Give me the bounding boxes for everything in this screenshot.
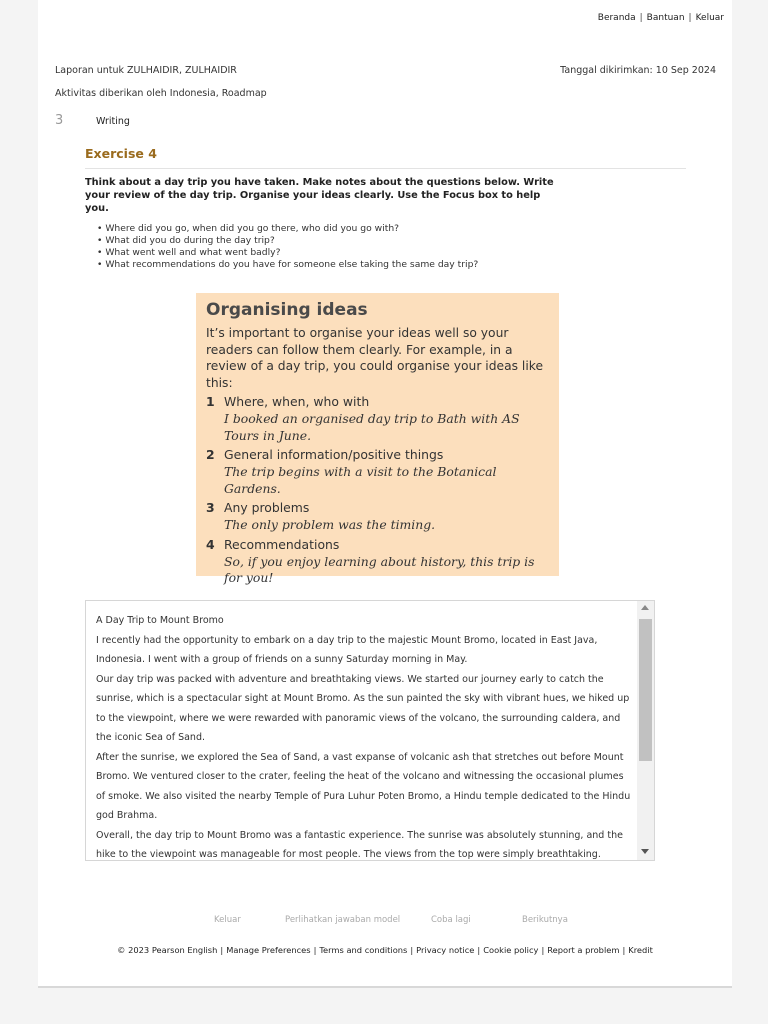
item-title: Writing [96, 116, 130, 127]
focus-item-example: I booked an organised day trip to Bath with AS Tours in June. [224, 411, 520, 443]
report-for-label: Laporan untuk ZULHAIDIR, ZULHAIDIR [55, 65, 237, 76]
focus-item-example: The only problem was the timing. [224, 517, 436, 532]
scroll-up-icon[interactable] [641, 605, 649, 610]
scrollbar-thumb[interactable] [639, 619, 652, 761]
focus-item [206, 394, 549, 444]
activity-label: Aktivitas diberikan oleh Indonesia, Roadmap [55, 88, 267, 99]
logout-link[interactable]: Keluar [695, 13, 724, 23]
focus-item-heading: General information/positive things [224, 447, 444, 462]
privacy-link[interactable]: Privacy notice [416, 945, 475, 955]
cookie-policy-link[interactable]: Cookie policy [483, 945, 539, 955]
answer-paragraph: After the sunrise, we explored the Sea of Sand, a vast expanse of volcanic ash that stretches out before Mount Bromo. We ventured closer to the crater, feeling the heat of the volcano and witnessing the occasional plumes of smoke. We also visited the nearby Temple of Pura Luhur Poten Bromo, a Hindu temple dedicated to the Hindu god Brahma. [96, 751, 631, 821]
separator: | [639, 13, 643, 23]
answer-paragraph: Overall, the day trip to Mount Bromo was a fantastic experience. The sunrise was absolutely stunning, and the hike to the viewpoint was manageable for most people. The views from the top were simply breathtaking. [96, 829, 623, 860]
separator: | [477, 945, 481, 955]
show-model-answer-button[interactable]: Perlihatkan jawaban model [285, 915, 401, 925]
question-item: • Where did you go, when did you go there, who did you go with? [97, 223, 478, 235]
terms-link[interactable]: Terms and conditions [319, 945, 408, 955]
submitted-date: Tanggal dikirimkan: 10 Sep 2024 [560, 65, 716, 76]
copyright: © 2023 Pearson English [117, 945, 218, 955]
answer-paragraph: Our day trip was packed with adventure and breathtaking views. We started our journey early to catch the sunrise, which is a spectacular sight at Mount Bromo. As the sun painted the sky with vibrant hues, we hiked up to the viewpoint, where we were rewarded with panoramic views of the volcano, the surrounding caldera, and the iconic Sea of Sand. [96, 673, 630, 743]
manage-preferences-link[interactable]: Manage Preferences [226, 945, 311, 955]
focus-item-example: The trip begins with a visit to the Botanical Gardens. [224, 464, 497, 496]
answer-textarea[interactable] [85, 600, 655, 861]
separator: | [313, 945, 317, 955]
item-number: 3 [55, 113, 64, 128]
exercise-instruction: Think about a day trip you have taken. Make notes about the questions below. Write your review of the day trip. Organise your ideas clearly. Use the Focus box to help you. [85, 177, 554, 214]
focus-item-example: So, if you enjoy learning about history, this trip is for you! [224, 553, 535, 585]
focus-item [206, 500, 549, 534]
credit-link[interactable]: Kredit [628, 945, 653, 955]
question-item: • What went well and what went badly? [97, 247, 478, 259]
separator: | [688, 13, 692, 23]
separator: | [410, 945, 414, 955]
separator: | [622, 945, 626, 955]
next-button[interactable]: Berikutnya [522, 915, 568, 925]
question-list [97, 223, 478, 271]
help-link[interactable]: Bantuan [646, 13, 685, 23]
scroll-down-icon[interactable] [641, 849, 649, 854]
focus-item-number: 2 [206, 447, 215, 462]
focus-item [206, 537, 549, 587]
focus-item-number: 4 [206, 536, 215, 552]
page [38, 0, 732, 988]
answer-paragraph: I recently had the opportunity to embark on a day trip to the majestic Mount Bromo, located in East Java, Indonesia. I went with a group of friends on a sunny Saturday morning in May. [96, 634, 598, 665]
separator: | [220, 945, 224, 955]
divider [85, 168, 686, 169]
exit-button[interactable]: Keluar [214, 915, 241, 925]
exercise-title: Exercise 4 [85, 146, 157, 161]
focus-item [206, 447, 549, 497]
home-link[interactable]: Beranda [597, 13, 636, 23]
focus-item-heading: Any problems [224, 500, 310, 515]
top-navigation [598, 13, 724, 23]
question-item: • What recommendations do you have for someone else taking the same day trip? [97, 259, 478, 271]
scrollbar[interactable] [637, 601, 654, 860]
focus-title: Organising ideas [206, 300, 368, 320]
footer [38, 945, 732, 955]
question-item: • What did you do during the day trip? [97, 235, 478, 247]
focus-box [196, 293, 559, 585]
answer-text[interactable] [96, 611, 631, 861]
answer-paragraph: A Day Trip to Mount Bromo [96, 615, 224, 626]
try-again-button[interactable]: Coba lagi [431, 915, 471, 925]
focus-item-heading: Where, when, who with [224, 394, 370, 409]
focus-intro: It’s important to organise your ideas well so your readers can follow them clearly. For example, in a review of a day trip, you could organise your ideas like this: [206, 326, 544, 390]
focus-item-number: 3 [206, 500, 215, 515]
focus-item-number: 1 [206, 394, 215, 409]
report-problem-link[interactable]: Report a problem [547, 945, 620, 955]
separator: | [541, 945, 545, 955]
focus-item-heading: Recommendations [224, 536, 340, 552]
